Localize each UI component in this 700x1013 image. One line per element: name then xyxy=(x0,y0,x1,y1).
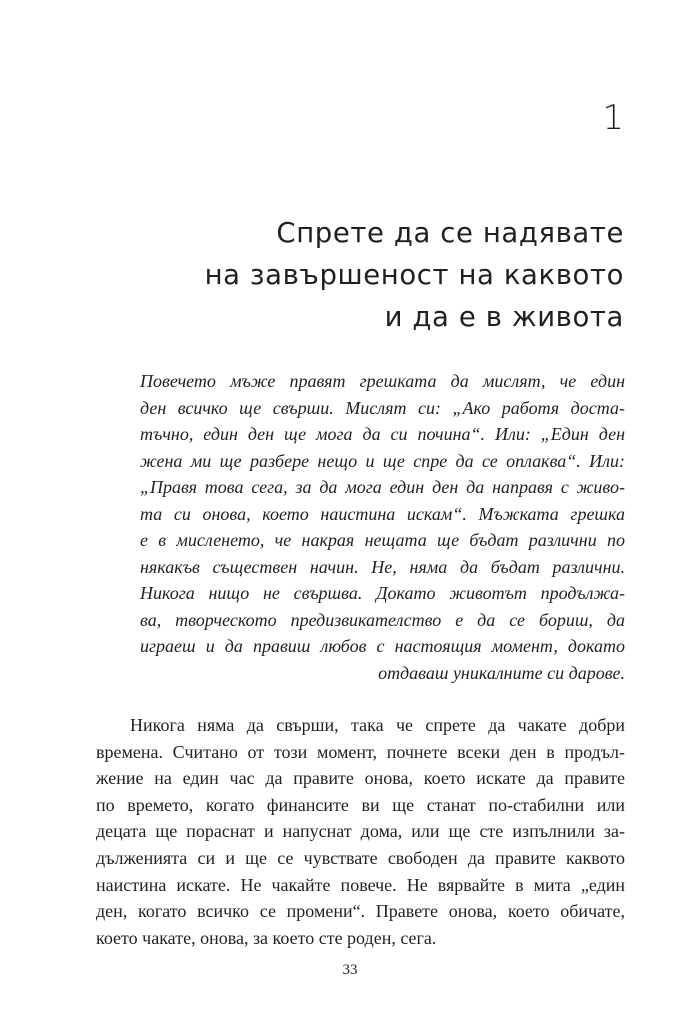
chapter-title xyxy=(64,212,624,338)
epigraph-line: е в мисленето, че накрая нещата ще бъдат различни по xyxy=(140,530,625,550)
body-line: времена. Считано от този момент, почнете всеки ден в продъл- xyxy=(96,741,625,762)
epigraph-line: някакъв съществен начин. Не, няма да бъдат различни. xyxy=(140,556,625,577)
epigraph-line: та си онова, което наистина искам“. Мъжката грешка xyxy=(140,503,625,524)
body-line: което чакате, онова, за което сте роден, сега. xyxy=(96,927,437,948)
body-line: Никога няма да свърши, така че спрете да чакате добри xyxy=(130,715,625,735)
epigraph-line: жена ми ще разбере нещо и ще спре да се оплаква“. Или: xyxy=(140,450,625,471)
epigraph-line: играеш и да правиш любов с настоящия момент, докато xyxy=(140,636,625,656)
epigraph-line: Повечето мъже правят грешката да мислят, че един xyxy=(140,371,625,391)
epigraph-line: ва, творческото предизвикателство е да се бориш, да xyxy=(140,609,625,630)
body-line: жение на един час да правите онова, което искате да правите xyxy=(96,768,625,789)
body-line: дълженията си и ще се чувствате свободен да правите каквото xyxy=(96,847,625,868)
epigraph-line: „Правя това сега, за да мога един ден да направя с живо- xyxy=(140,477,625,497)
body-line: ден, когато всичко се промени“. Правете онова, което обичате, xyxy=(96,901,625,922)
epigraph-line: Никога нищо не свършва. Докато животът продължа- xyxy=(140,583,625,603)
epigraph-line: отдаваш уникалните си дарове. xyxy=(378,662,625,683)
epigraph-line: ден всичко ще свърши. Мислят си: „Ако работя доста- xyxy=(140,397,625,418)
epigraph-line: тъчно, един ден ще мога да си почина“. Или: „Един ден xyxy=(140,424,625,444)
chapter-title-line: и да е в живота xyxy=(384,301,624,333)
chapter-title-line: на завършеност на каквото xyxy=(204,259,624,291)
chapter-number: 1 xyxy=(602,98,624,138)
epigraph xyxy=(140,368,625,686)
body-line: по времето, когато финансите ви ще станат по-стабилни или xyxy=(96,794,625,815)
body-line: наистина искате. Не чакайте повече. Не вярвайте в мита „един xyxy=(96,874,625,895)
body-line: децата ще пораснат и напуснат дома, или ще сте изпълнили за- xyxy=(96,821,625,842)
page-number: 33 xyxy=(342,962,358,978)
body-paragraph xyxy=(96,712,625,951)
chapter-title-line: Спрете да се надявате xyxy=(276,217,624,249)
